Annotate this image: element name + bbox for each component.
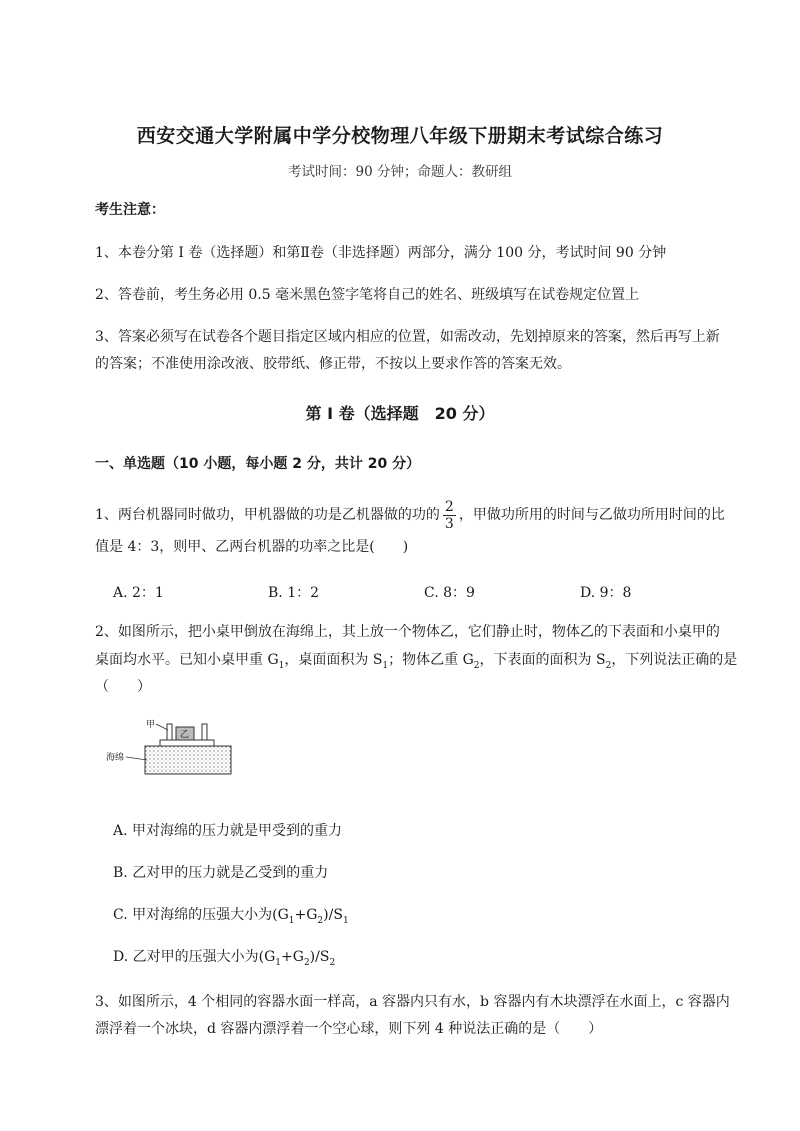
q2-text-c: ；物体乙重 G xyxy=(388,652,474,668)
q2-text-a: 桌面均水平。已知小桌甲重 G xyxy=(95,652,279,668)
q1-option-d[interactable]: D. 9：8 xyxy=(580,585,632,601)
q2-option-d-sub3: 2 xyxy=(329,957,336,968)
q1-option-b[interactable]: B. 1：2 xyxy=(268,585,320,601)
notice-item-1: 1、本卷分第 I 卷（选择题）和第Ⅱ卷（非选择题）两部分，满分 100 分，考试时间 90 分钟 xyxy=(95,245,667,261)
q1-text-b: ，甲做功所用的时间与乙做功所用时间的比 xyxy=(458,507,725,523)
label-yi: 乙 xyxy=(180,730,190,740)
q2-option-c-end: )/S xyxy=(323,907,343,923)
q1-option-a[interactable]: A. 2：1 xyxy=(113,585,164,601)
question-3-line-1: 3、如图所示，4 个相同的容器水面一样高，a 容器内只有水，b 容器内有木块漂浮在水面上，c 容器内 xyxy=(95,994,730,1010)
q2-text-b: ，桌面面积为 S xyxy=(284,652,383,668)
q2-option-d-plus: +G xyxy=(281,949,304,965)
q2-option-c-text: C. 甲对海绵的压强大小为(G xyxy=(113,907,289,923)
q2-option-d-sub1: 1 xyxy=(275,957,282,968)
table-leg-left xyxy=(167,724,172,740)
table-top xyxy=(160,740,214,746)
notice-item-3: 3、答案必须写在试卷各个题目指定区域内相应的位置，如需改动，先划掉原来的答案，然后再写上新 xyxy=(95,329,720,345)
question-2-line-1: 2、如图所示，把小桌甲倒放在海绵上，其上放一个物体乙，它们静止时，物体乙的下表面和小桌甲的 xyxy=(95,624,720,640)
section-title: 第 I 卷（选择题 20 分） xyxy=(305,404,495,423)
question-1-line-2: 值是 4：3，则甲、乙两台机器的功率之比是( ) xyxy=(95,539,409,555)
q2-option-b[interactable]: B. 乙对甲的压力就是乙受到的重力 xyxy=(113,865,329,881)
q1-fraction-denominator: 3 xyxy=(444,515,454,532)
q2-option-a[interactable]: A. 甲对海绵的压力就是甲受到的重力 xyxy=(113,823,343,839)
q2-option-d-end: )/S xyxy=(309,949,330,965)
part-heading: 一、单选题（10 小题，每小题 2 分，共计 20 分） xyxy=(95,456,421,472)
notice-item-2: 2、答卷前，考生务必用 0.5 毫米黑色签字笔将自己的姓名、班级填写在试卷规定位置上 xyxy=(95,287,640,303)
q1-text-a: 1、两台机器同时做功，甲机器做的功是乙机器做的功的 xyxy=(95,507,440,523)
q2-option-c-sub2: 2 xyxy=(317,915,324,926)
q1-option-c[interactable]: C. 8：9 xyxy=(424,585,475,601)
notice-item-3-cont: 的答案；不准使用涂改液、胶带纸、修正带，不按以上要求作答的答案无效。 xyxy=(95,356,571,372)
sponge-table-figure xyxy=(105,718,235,778)
q2-option-c-sub3: 1 xyxy=(342,915,349,926)
question-1-line-1 xyxy=(95,497,725,533)
q2-sub-s1: 1 xyxy=(382,660,389,671)
table-leg-right xyxy=(202,724,207,740)
q2-option-d[interactable] xyxy=(113,946,335,968)
exam-subtitle: 考试时间：90 分钟；命题人：教研组 xyxy=(288,164,512,180)
q2-sub-s2: 2 xyxy=(605,660,612,671)
q2-option-c-sub1: 1 xyxy=(288,915,295,926)
exam-title: 西安交通大学附属中学分校物理八年级下册期末考试综合练习 xyxy=(136,125,664,147)
q2-sub-g1: 1 xyxy=(278,660,285,671)
q2-text-e: ，下列说法正确的是 xyxy=(611,652,738,668)
question-2-line-3: （ ） xyxy=(95,679,151,695)
q1-fraction-numerator: 2 xyxy=(444,498,454,515)
sponge-block xyxy=(145,746,231,774)
question-3-line-2: 漂浮着一个冰块，d 容器内漂浮着一个空心球，则下列 4 种说法正确的是（ ） xyxy=(95,1021,603,1037)
q2-text-d: ，下表面的面积为 S xyxy=(479,652,606,668)
q2-sub-g2: 2 xyxy=(473,660,480,671)
q1-fraction xyxy=(443,499,456,532)
label-sponge: 海绵 xyxy=(106,753,125,763)
q2-option-c-plus: +G xyxy=(294,907,318,923)
label-jia: 甲 xyxy=(146,720,156,730)
notice-heading: 考生注意： xyxy=(95,202,165,218)
q2-option-d-text: D. 乙对甲的压强大小为(G xyxy=(113,949,276,965)
q2-option-c[interactable] xyxy=(113,904,349,926)
q2-option-d-sub2: 2 xyxy=(303,957,310,968)
